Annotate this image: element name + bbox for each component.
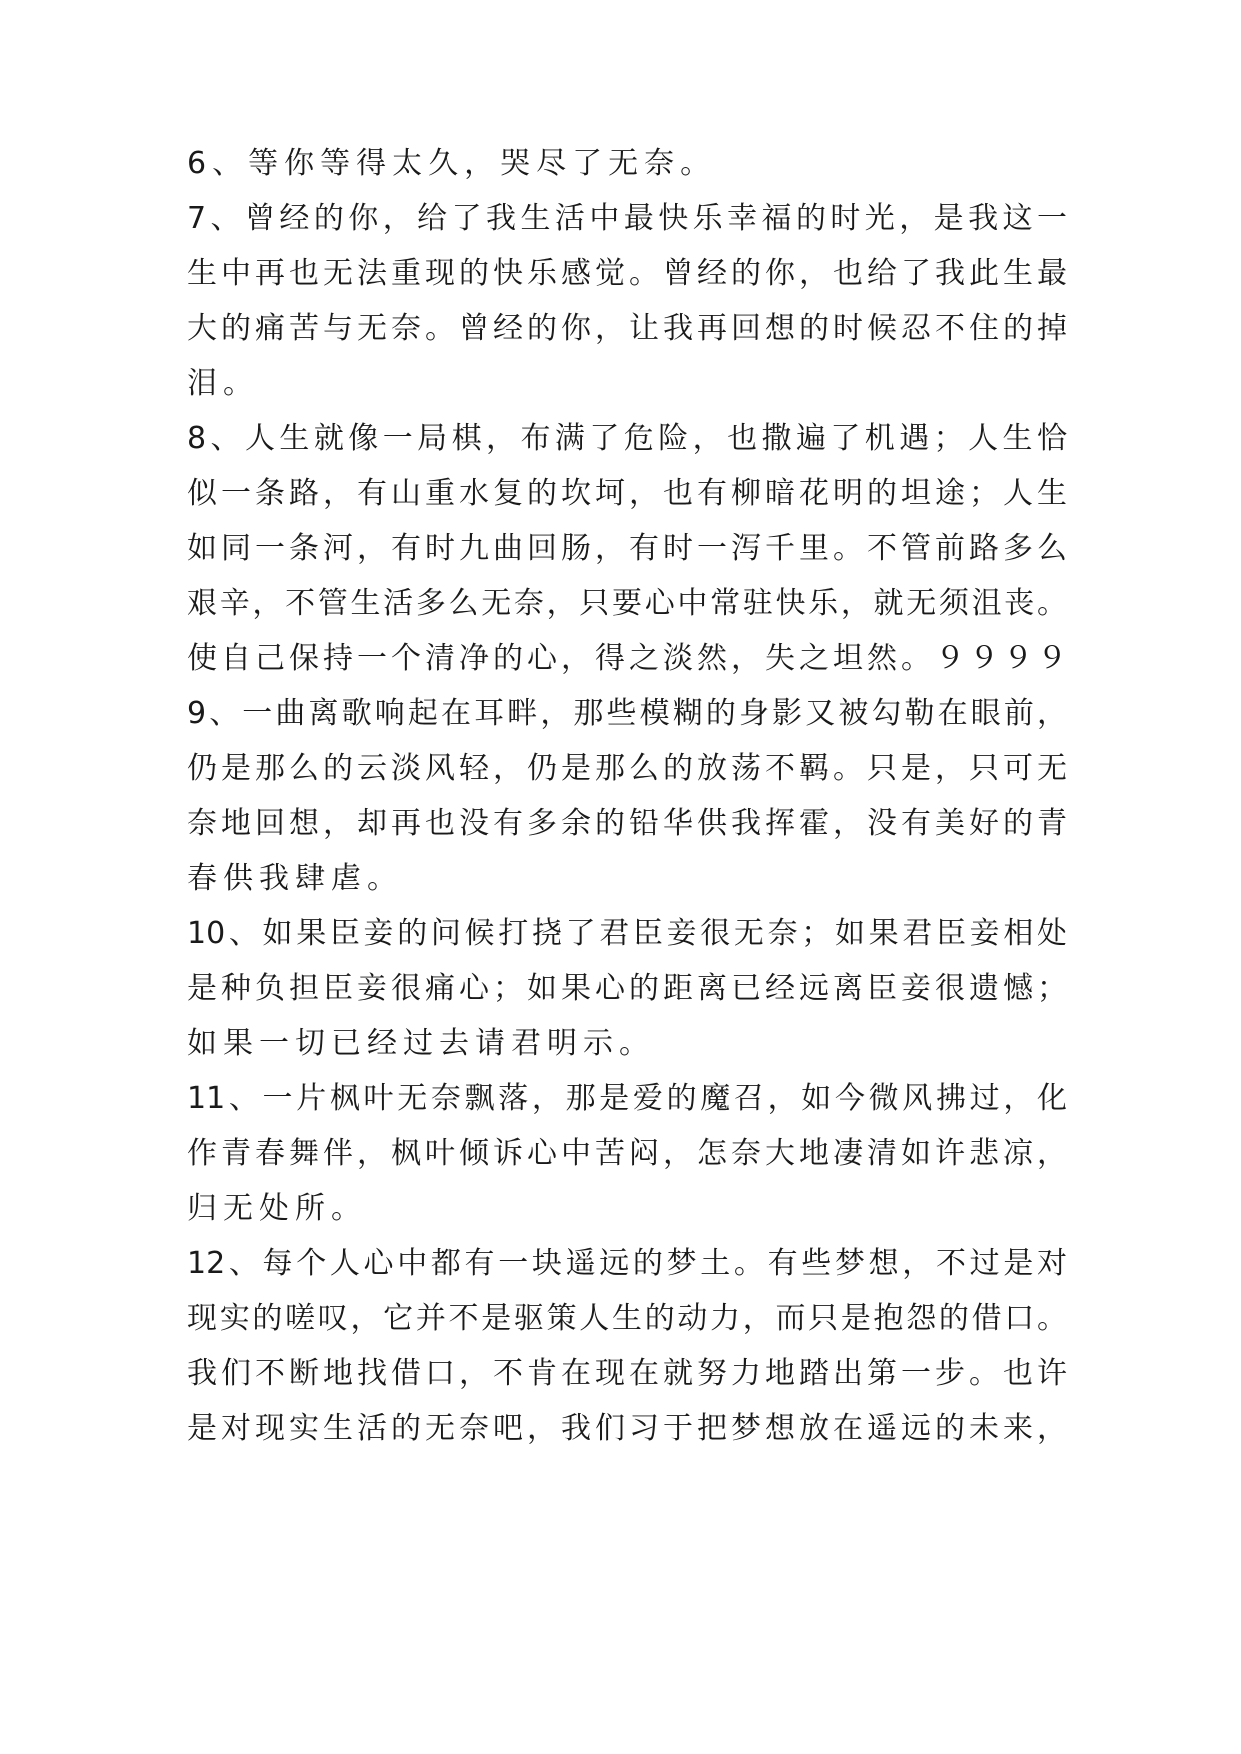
text-line: 作青春舞伴，枫叶倾诉心中苦闷，怎奈大地凄清如许悲凉， [187,1136,1067,1171]
text-line: 现实的嗟叹，它并不是驱策人生的动力，而只是抱怨的借口。 [187,1301,1067,1336]
text-line: 是对现实生活的无奈吧，我们习于把梦想放在遥远的未来， [187,1411,1067,1446]
text-line: 泪。 [187,366,259,401]
text-line: 12、每个人心中都有一块遥远的梦土。有些梦想，不过是对 [187,1246,1067,1281]
text-line: 11、一片枫叶无奈飘落，那是爱的魔召，如今微风拂过，化 [187,1081,1067,1116]
text-line: 艰辛，不管生活多么无奈，只要心中常驻快乐，就无须沮丧。 [187,586,1067,621]
text-line: 似一条路，有山重水复的坎坷，也有柳暗花明的坦途；人生 [187,476,1067,511]
text-line: 如果一切已经过去请君明示。 [187,1026,655,1061]
text-line: 生中再也无法重现的快乐感觉。曾经的你，也给了我此生最 [187,256,1067,291]
text-line: 6、等你等得太久，哭尽了无奈。 [187,146,717,181]
text-line: 归无处所。 [187,1191,367,1226]
text-line: 10、如果臣妾的问候打挠了君臣妾很无奈；如果君臣妾相处 [187,916,1067,951]
text-line: 7、曾经的你，给了我生活中最快乐幸福的时光，是我这一 [187,201,1067,236]
text-line: 仍是那么的云淡风轻，仍是那么的放荡不羁。只是，只可无 [187,751,1067,786]
text-line: 我们不断地找借口，不肯在现在就努力地踏出第一步。也许 [187,1356,1067,1391]
text-line: 8、人生就像一局棋，布满了危险，也撒遍了机遇；人生恰 [187,421,1067,456]
text-line: 如同一条河，有时九曲回肠，有时一泻千里。不管前路多么 [187,531,1067,566]
text-line: 是种负担臣妾很痛心；如果心的距离已经远离臣妾很遗憾； [187,971,1067,1006]
text-line: 奈地回想，却再也没有多余的铅华供我挥霍，没有美好的青 [187,806,1067,841]
text-line: 春供我肆虐。 [187,861,403,896]
text-line: 使自己保持一个清净的心，得之淡然，失之坦然。９９９９ [187,641,1067,676]
text-line: 9、一曲离歌响起在耳畔，那些模糊的身影又被勾勒在眼前， [187,696,1067,731]
text-line: 大的痛苦与无奈。曾经的你，让我再回想的时候忍不住的掉 [187,311,1067,346]
